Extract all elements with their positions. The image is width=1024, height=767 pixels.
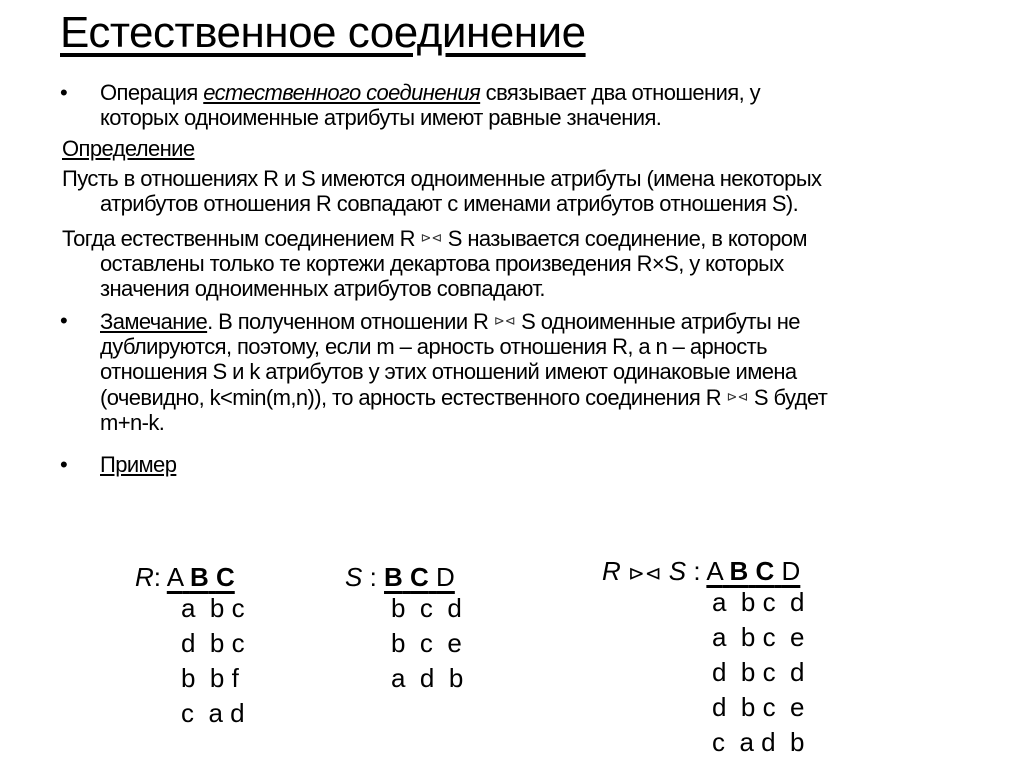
relation-s bbox=[345, 562, 463, 696]
text: оставлены только те кортежи декартова произведения R×S, у которых bbox=[100, 251, 784, 276]
relation-name: S bbox=[345, 562, 363, 592]
table-row: d b c bbox=[181, 628, 245, 658]
bullet-icon: • bbox=[60, 452, 68, 477]
attr-c: C bbox=[215, 562, 235, 592]
relation-join-header bbox=[602, 556, 805, 587]
table-row: d b c d bbox=[712, 657, 805, 687]
bullet-icon: • bbox=[60, 308, 68, 333]
paragraph-remark bbox=[100, 308, 827, 435]
attr-b: B bbox=[729, 556, 749, 586]
text: дублируются, поэтому, если m – арность отношения R, а n – арность bbox=[100, 334, 768, 359]
join-symbol-icon: ⊳⊲ bbox=[493, 313, 516, 328]
attr-d: D bbox=[781, 556, 801, 586]
relation-s-header bbox=[345, 562, 463, 593]
text: которых одноименные атрибуты имеют равные значения. bbox=[100, 105, 662, 130]
join-symbol-icon: ⊳⊲ bbox=[726, 389, 749, 404]
example-label: Пример bbox=[100, 452, 177, 477]
relation-name: R bbox=[602, 556, 621, 586]
text: Тогда естественным соединением R bbox=[62, 226, 421, 251]
paragraph-operation bbox=[100, 80, 760, 130]
text: (очевидно, k<min(m,n)), то арность естественного соединения R bbox=[100, 385, 727, 410]
join-symbol-icon: ⊳⊲ bbox=[420, 230, 443, 245]
attr-a: A bbox=[166, 562, 183, 592]
table-row: d b c e bbox=[712, 692, 805, 722]
attr-b: B bbox=[384, 562, 403, 592]
table-row: c a d b bbox=[712, 727, 805, 757]
relation-r-header bbox=[135, 562, 245, 593]
table-row: b c e bbox=[391, 628, 462, 658]
relation-name: R bbox=[135, 562, 154, 592]
relation-name: S bbox=[668, 556, 687, 586]
text: отношения S и k атрибутов у этих отношений имеют одинаковые имена bbox=[100, 359, 797, 384]
attr-b: B bbox=[189, 562, 209, 592]
table-row: a b c bbox=[181, 593, 245, 623]
text: . В полученном отношении R bbox=[207, 309, 494, 334]
text: атрибутов отношения R совпадают с именами атрибутов отношения S). bbox=[100, 191, 799, 216]
text: S называется соединение, в котором bbox=[442, 226, 807, 251]
table-row: c a d bbox=[181, 698, 245, 728]
table-row: b b f bbox=[181, 663, 239, 693]
text: значения одноименных атрибутов совпадают. bbox=[100, 276, 545, 301]
table-row: a b c e bbox=[712, 622, 805, 652]
attr-c: C bbox=[410, 562, 429, 592]
slide-title: Естественное соединение bbox=[60, 8, 586, 57]
paragraph-natural-join bbox=[62, 225, 807, 301]
attr-d: D bbox=[436, 562, 455, 592]
text: S будет bbox=[748, 385, 828, 410]
separator: : bbox=[153, 562, 167, 592]
join-symbol-icon: ⊳⊲ bbox=[628, 563, 662, 585]
attr-a: A bbox=[706, 556, 723, 586]
text: S одноименные атрибуты не bbox=[515, 309, 800, 334]
table-row: b c d bbox=[391, 593, 462, 623]
paragraph-definition bbox=[62, 166, 821, 216]
attr-c: C bbox=[755, 556, 775, 586]
text: m+n-k. bbox=[100, 410, 165, 435]
separator: : bbox=[362, 562, 385, 592]
bullet-icon: • bbox=[60, 80, 68, 105]
relation-r-join-s bbox=[602, 556, 805, 760]
emphasis-natural-join: естественного соединения bbox=[203, 80, 481, 105]
remark-label: Замечание bbox=[100, 309, 208, 334]
table-row: a d b bbox=[391, 663, 464, 693]
text: Пусть в отношениях R и S имеются одноименные атрибуты (имена некоторых bbox=[62, 166, 822, 191]
definition-heading: Определение bbox=[62, 136, 195, 161]
separator: : bbox=[686, 556, 707, 586]
table-row: a b c d bbox=[712, 587, 805, 617]
text: связывает два отношения, у bbox=[480, 80, 761, 105]
text: Операция bbox=[100, 80, 204, 105]
relation-r bbox=[135, 562, 245, 731]
